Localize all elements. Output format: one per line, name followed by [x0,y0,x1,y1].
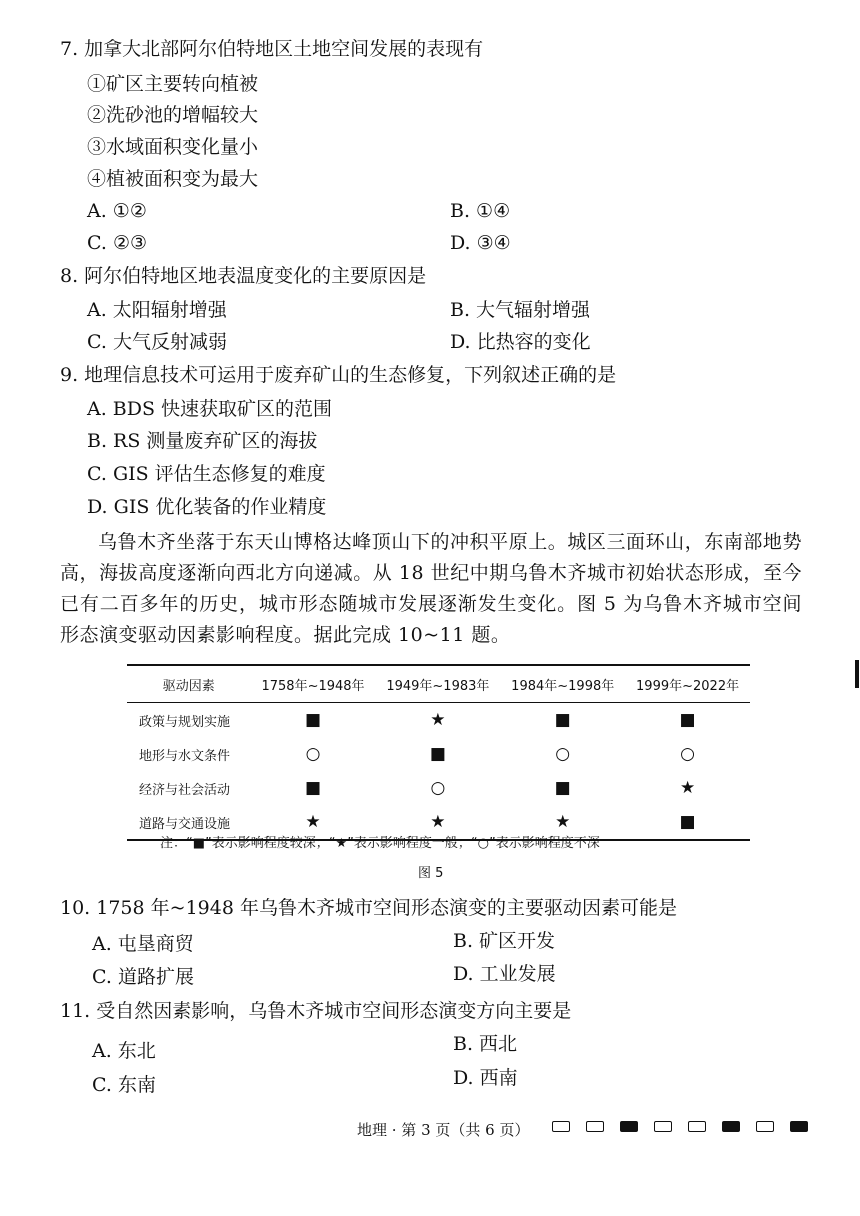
impact-symbol: ○ [555,744,571,764]
mark-box [552,1121,570,1132]
header-period-2: 1949年~1983年 [375,665,500,703]
question-11-option-a: A. 东北 [92,1040,156,1062]
mark-box [756,1121,774,1132]
table-row [127,703,750,738]
impact-symbol: ■ [304,778,322,798]
question-8-option-b: B. 大气辐射增强 [450,299,591,321]
impact-symbol: ○ [680,744,695,764]
impact-symbol: ■ [554,710,571,730]
question-9-option-d: D. GIS 优化装备的作业精度 [87,496,327,518]
figure-caption: 图 5 [418,866,444,881]
mark-box-filled [790,1121,808,1132]
impact-symbol: ○ [305,744,321,764]
factor-label: 政策与规划实施 [139,714,231,730]
question-7-option-c: C. ②③ [87,232,148,254]
impact-symbol: ■ [429,744,446,764]
reading-passage [60,527,802,651]
question-10-option-a: A. 屯垦商贸 [92,933,194,955]
question-10-stem: 10. 1758 年~1948 年乌鲁木齐城市空间形态演变的主要驱动因素可能是 [60,897,677,919]
question-7-item-4: ④植被面积变为最大 [87,168,259,190]
question-8-option-d: D. 比热容的变化 [450,331,591,353]
question-7-item-2: ②洗砂池的增幅较大 [87,104,259,126]
question-9-option-c: C. GIS 评估生态修复的难度 [87,463,326,485]
question-10-option-c: C. 道路扩展 [92,966,194,988]
factor-label: 地形与水文条件 [139,748,231,764]
table-row [127,737,750,771]
question-9-stem: 9. 地理信息技术可运用于废弃矿山的生态修复，下列叙述正确的是 [60,364,617,386]
question-11-option-b: B. 西北 [453,1033,518,1055]
figure-5-table [127,664,750,841]
scan-edge-mark [855,660,859,688]
question-7-item-3: ③水域面积变化量小 [87,136,259,158]
factor-label: 经济与社会活动 [139,782,231,798]
question-11-option-c: C. 东南 [92,1074,156,1096]
question-10-option-d: D. 工业发展 [453,963,556,985]
question-7-stem: 7. 加拿大北部阿尔伯特地区土地空间发展的表现有 [60,38,484,60]
impact-symbol: ★ [430,710,446,730]
header-period-4: 1999年~2022年 [625,665,750,703]
mark-box [688,1121,706,1132]
impact-symbol: ★ [679,778,696,798]
mark-box [586,1121,604,1132]
figure-note: 注：“■”表示影响程度较深；“★”表示影响程度一般；“○”表示影响程度不深 [160,836,600,851]
answer-sheet-marks [552,1121,808,1132]
table-row [127,771,750,805]
question-8-stem: 8. 阿尔伯特地区地表温度变化的主要原因是 [60,265,427,287]
passage-text: 乌鲁木齐坐落于东天山博格达峰顶山下的冲积平原上。城区三面环山，东南部地势高，海拔高度逐渐向西北方向递减。从 18 世纪中期乌鲁木齐城市初始状态形成，至今已有二百多年的历史，城市形态随城市发展逐渐发生变化。图 5 为乌鲁木齐城市空间形态演变驱动因素影响程度。据此完成 10~11 题。 [60,531,802,646]
mark-box-filled [722,1121,740,1132]
impact-symbol: ■ [304,710,322,730]
header-factor: 驱动因素 [127,665,251,703]
question-8-option-a: A. 太阳辐射增强 [87,299,227,321]
impact-symbol: ■ [625,805,750,840]
question-7-option-d: D. ③④ [450,232,511,254]
factor-label: 道路与交通设施 [127,805,251,840]
question-7-item-1: ①矿区主要转向植被 [87,73,259,95]
mark-box-filled [620,1121,638,1132]
table-header-row [127,665,750,703]
header-period-3: 1984年~1998年 [500,665,625,703]
page-footer: 地理 · 第 3 页（共 6 页） [357,1121,530,1139]
impact-symbol: ★ [375,805,500,840]
question-10-option-b: B. 矿区开发 [453,930,556,952]
question-11-option-d: D. 西南 [453,1067,518,1089]
question-7-option-b: B. ①④ [450,200,511,222]
question-7-option-a: A. ①② [87,200,147,222]
impact-symbol: ■ [554,778,571,798]
impact-symbol: ■ [679,710,696,730]
question-9-option-a: A. BDS 快速获取矿区的范围 [87,398,333,420]
impact-symbol: ○ [430,778,446,798]
question-9-option-b: B. RS 测量废弃矿区的海拔 [87,430,318,452]
header-period-1: 1758年~1948年 [251,665,376,703]
mark-box [654,1121,672,1132]
question-8-option-c: C. 大气反射减弱 [87,331,227,353]
impact-symbol: ★ [500,805,625,840]
question-11-stem: 11. 受自然因素影响，乌鲁木齐城市空间形态演变方向主要是 [60,1000,572,1022]
impact-symbol: ★ [251,805,376,840]
